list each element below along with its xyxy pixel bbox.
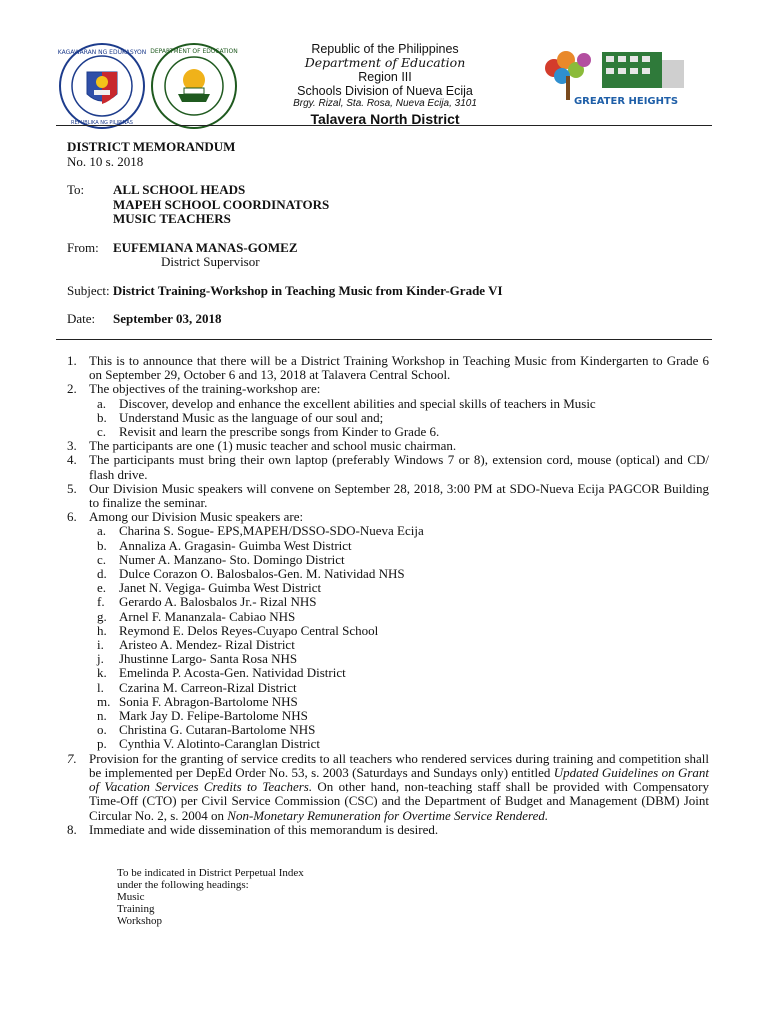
speaker-item: c. Numer A. Manzano- Sto. Domingo District <box>97 551 345 567</box>
speaker-item: b. Annaliza A. Gragasin- Guimba West District <box>97 537 352 553</box>
speaker-item: i. Aristeo A. Mendez- Rizal District <box>97 637 295 653</box>
region-line: Region III <box>358 70 412 84</box>
speaker-item: a. Charina S. Sogue- EPS,MAPEH/DSSO-SDO-Nueva Ecija <box>97 523 424 539</box>
republic-line: Republic of the Philippines <box>311 42 459 56</box>
list-item: 6. Among our Division Music speakers are: <box>67 509 304 525</box>
recipient: ALL SCHOOL HEADS <box>113 182 246 197</box>
list-item: 4. The participants must bring their own laptop (preferably Windows 7 or 8), extension cord, mouse (optical) and CD/ flash drive. <box>67 452 709 482</box>
sender-name: EUFEMIANA MANAS-GOMEZ <box>113 239 298 255</box>
svg-text:DEPARTMENT OF EDUCATION: DEPARTMENT OF EDUCATION <box>150 48 238 55</box>
objective-item: a. Discover, develop and enhance the excellent abilities and special skills of teachers in Music <box>97 395 596 411</box>
letterhead <box>0 0 768 126</box>
speaker-item: g. Arnel F. Mananzala- Cabiao NHS <box>97 608 296 624</box>
subject-block <box>67 284 717 299</box>
memo-number: No. 10 s. 2018 <box>67 153 144 169</box>
list-item: 5. Our Division Music speakers will convene on September 28, 2018, 3:00 PM at SDO-Nueva Ecija PAGCOR Building to finalize the seminar. <box>67 480 709 511</box>
header-divider <box>56 125 712 126</box>
speaker-item: h. Reymond E. Delos Reyes-Cuyapo Central School <box>97 622 379 638</box>
letterhead-text <box>240 42 530 128</box>
from-label: From: <box>67 239 99 255</box>
speaker-item: e. Janet N. Vegiga- Guimba West District <box>97 580 322 596</box>
date-block <box>67 312 717 327</box>
speaker-item: n. Mark Jay D. Felipe-Bartolome NHS <box>97 708 308 724</box>
memo-title: DISTRICT MEMORANDUM <box>67 139 236 154</box>
department-line: Department of Education <box>304 55 466 70</box>
memo-heading <box>67 140 717 327</box>
speaker-item: f. Gerardo A. Balosbalos Jr.- Rizal NHS <box>97 594 317 610</box>
to-block <box>67 183 717 198</box>
to-label: To: <box>67 182 85 197</box>
speaker-item: j. Jhustinne Largo- Santa Rosa NHS <box>97 651 298 667</box>
svg-text:KAGAWARAN NG EDUKASYON: KAGAWARAN NG EDUKASYON <box>58 49 146 56</box>
svg-text:GREATER HEIGHTS: GREATER HEIGHTS <box>573 96 679 107</box>
district-name: Talavera North District <box>310 111 460 127</box>
recipient: MUSIC TEACHERS <box>113 211 231 226</box>
objective-item: c. Revisit and learn the prescribe songs from Kinder to Grade 6. <box>97 424 440 440</box>
division-seal-logo <box>150 42 238 130</box>
division-line: Schools Division of Nueva Ecija <box>297 84 473 98</box>
date-value: September 03, 2018 <box>113 311 222 326</box>
speaker-item: l. Czarina M. Carreon-Rizal District <box>97 679 297 695</box>
list-item: 2. The objectives of the training-workshop are: <box>67 381 321 397</box>
subject-divider <box>56 339 712 340</box>
subject-text: District Training-Workshop in Teaching Music from Kinder-Grade VI <box>112 282 503 298</box>
greater-heights-logo <box>540 46 690 112</box>
sender-title: District Supervisor <box>161 254 260 269</box>
speaker-item: m. Sonia F. Abragon-Bartolome NHS <box>97 693 298 709</box>
list-item: 7. Provision for the granting of service credits to all teachers who rendered services during training and competition shall be implemented per DepEd Order No. 53, s. 2003 (Saturdays and Sundays only) entitled Updated Guidelines on Grant of Vacation Services Credits to Teachers. On other hand, non-teaching staff shall be provided with Compensatory Time-Off (CTO) per Civil Service Commission (CSC) and the Department of Budget and Management (DBM) Joint Circular No. 2, s. 2004 on Non-Monetary Remuneration for Overtime Service Rendered. <box>67 750 709 823</box>
deped-seal-logo <box>58 42 146 130</box>
perpetual-index-note: To be indicated in District Perpetual Index under the following headings: Music Training Workshop <box>117 867 304 927</box>
svg-text:REPUBLIKA NG PILIPINAS: REPUBLIKA NG PILIPINAS <box>71 120 133 126</box>
list-item: 3. The participants are one (1) music teacher and school music chairman. <box>67 438 457 454</box>
list-item: 8. Immediate and wide dissemination of this memorandum is desired. <box>67 821 439 837</box>
memo-body <box>67 354 709 837</box>
recipient: MAPEH SCHOOL COORDINATORS <box>113 196 330 212</box>
list-item: 1. This is to announce that there will be a District Training Workshop in Teaching Music from Kindergarten to Grade 6 on September 29, October 6 and 13, 2018 at Talavera Central School. <box>67 353 709 383</box>
speaker-item: k. Emelinda P. Acosta-Gen. Natividad District <box>97 665 346 681</box>
date-label: Date: <box>67 311 96 326</box>
speaker-item: o. Christina G. Cutaran-Bartolome NHS <box>97 722 316 738</box>
speaker-item: p. Cynthia V. Alotinto-Caranglan District <box>97 736 321 752</box>
address-line: Brgy. Rizal, Sta. Rosa, Nueva Ecija, 3101 <box>293 98 477 109</box>
speaker-item: d. Dulce Corazon O. Balosbalos-Gen. M. Natividad NHS <box>97 566 405 582</box>
objective-item: b. Understand Music as the language of our soul and; <box>97 409 384 425</box>
from-block <box>67 241 717 256</box>
subject-label: Subject: <box>67 282 110 298</box>
